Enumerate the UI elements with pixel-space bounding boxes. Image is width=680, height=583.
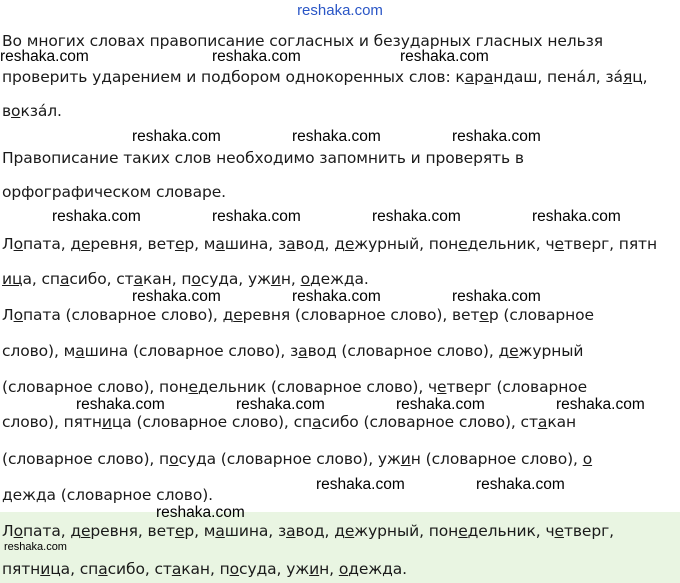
dictionary-line5: (словарное слово), посуда (словарное слово), ужин (словарное слово), о [2, 450, 593, 468]
watermark: reshaka.com [556, 396, 645, 413]
watermark: reshaka.com [452, 288, 541, 305]
watermark: reshaka.com [292, 128, 381, 145]
watermark: reshaka.com [476, 476, 565, 493]
watermark: reshaka.com [396, 396, 485, 413]
words-line1: Лопата, деревня, ветер, машина, завод, дежурный, понедельник, четверг, пятн [2, 235, 658, 253]
paragraph2-line1: Правописание таких слов необходимо запомнить и проверять в [2, 149, 524, 167]
header-watermark: reshaka.com [297, 2, 383, 19]
answer-line1: Лопата, деревня, ветер, машина, завод, дежурный, понедельник, четверг, [2, 522, 614, 540]
watermark: reshaka.com [372, 208, 461, 225]
watermark: reshaka.com [400, 48, 489, 65]
watermark: reshaka.com [132, 128, 221, 145]
watermark: reshaka.com [236, 396, 325, 413]
watermark: reshaka.com [156, 504, 245, 521]
watermark: reshaka.com [212, 208, 301, 225]
answer-line2: пятница, спасибо, стакан, посуда, ужин, одежда. [2, 560, 407, 578]
paragraph2-line2: орфографическом словаре. [2, 183, 226, 201]
watermark: reshaka.com [532, 208, 621, 225]
dictionary-line2: слово), машина (словарное слово), завод (словарное слово), дежурный [2, 342, 584, 360]
dictionary-line4: слово), пятница (словарное слово), спасибо (словарное слово), стакан [2, 413, 577, 431]
watermark: reshaka.com [132, 288, 221, 305]
watermark-small: reshaka.com [4, 541, 67, 553]
watermark: reshaka.com [52, 208, 141, 225]
words-line2: ица, спасибо, стакан, посуда, ужин, одежда. [2, 270, 369, 288]
paragraph1-line3: вокзáл. [2, 102, 62, 120]
dictionary-line1: Лопата (словарное слово), деревня (словарное слово), ветер (словарное [2, 306, 594, 324]
watermark: reshaka.com [316, 476, 405, 493]
paragraph1-line1: Во многих словах правописание согласных и безударных гласных нельзя [2, 32, 604, 50]
dictionary-line3: (словарное слово), понедельник (словарное слово), четверг (словарное [2, 378, 588, 396]
dictionary-line6: дежда (словарное слово). [2, 486, 213, 504]
watermark: reshaka.com [76, 396, 165, 413]
watermark: reshaka.com [0, 48, 89, 65]
watermark: reshaka.com [212, 48, 301, 65]
paragraph1-line2: проверить ударением и подбором однокоренных слов: карандаш, пенáл, зáяц, [2, 68, 648, 86]
watermark: reshaka.com [292, 288, 381, 305]
watermark: reshaka.com [452, 128, 541, 145]
